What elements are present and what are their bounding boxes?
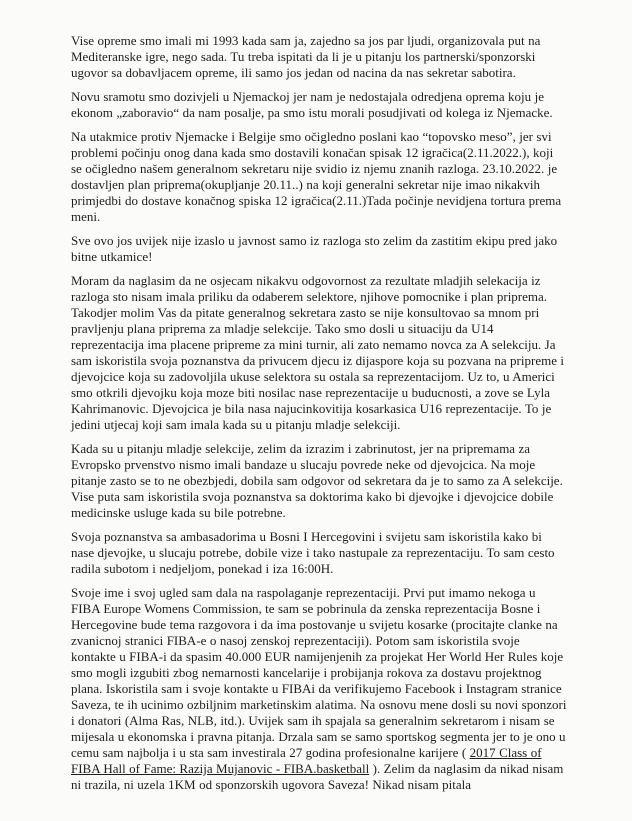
- paragraph-ambassadors-visas: Svoja poznanstva sa ambasadorima u Bosni I Hercegovini i svijetu sam iskoristila kako bi nase djevojke, u slucaju potrebe, dobile vize i tako nastupale za reprezentaciju. To sam cesto radila subotom i nedjeljom, ponekad i iza 16:00H.: [71, 529, 555, 576]
- paragraph-cannon-fodder: Na utakmice protiv Njemacke i Belgije smo očigledno poslani kao “topovsko meso”, jer svi problemi počinju onog dana kada smo dostavili konačan spisak 12 igračica(2.11.2022.), koji se očigledno našem generalnom sekretaru nije svidio iz njemu znanih razloga. 23.10.2022. je dostavljen plan priprema(okupljanje 20.11..) na koji generalni sekretar nije imao nikakvih primjedbi do dostave konačnog spiska 12 igračica(2.11.)Tada počinje nevidjena tortura prema meni.: [71, 129, 562, 224]
- document-body: [71, 33, 567, 793]
- paragraph-equipment-1993: Vise opreme smo imali mi 1993 kada sam ja, zajedno sa jos par ljudi, organizovala put na Mediteranske igre, nego sada. Tu treba ispitati da li je u pitanju los partnerski/sponzorski ugovor sa dobavljacem opreme, ili samo jos jedan od nacina da nas sekretar sabotira.: [71, 33, 541, 80]
- paragraph-closing-fiba: [71, 585, 567, 793]
- closing-text-after-link: ). Zelim da naglasim da nikad nisam ni trazila, ni uzela 1KM od sponzorskih ugovora Saveza! Nikad nisam pitala: [71, 761, 564, 792]
- closing-text-before-link: Svoje ime i svoj ugled sam dala na raspolaganje reprezentaciji. Prvi put imamo nekoga u FIBA Europe Womens Commission, te sam se pobrinula da zenska reprezentacija Bosne i Hercegovine bude tema razgovora i da ima postovanje u svijetu kosarke (procitajte clanke na zvanicnoj stranici FIBA-e o nasoj zenskoj reprezentaciji). Potom sam iskoristila svoje kontakte u FIBA-i da spasim 40.000 EUR namijenjenih za projekat Her World Her Rules koje smo mogli izgubiti zbog nemarnosti kancelarije i probijanja rokova za dostavu projektnog plana. Iskoristila sam i svoje kontakte u FIBAi da verifikujemo Facebook i Instagram stranice Saveza, te ih ucinimo ozbiljnim marketinskim alatima. Na osnovu mene dosli su novi sponzori i donatori (Alma Ras, NLB, itd.). Uvijek sam ih spajala sa generalnim sekretarom i nisam se mijesala u ekonomska i pravna pitanja. Drzala sam se samo sportskog segmenta jer to je ono u cemu sam najbolja i u sta sam investirala 27 godina profesionalne karijere (: [71, 585, 567, 760]
- paragraph-germany-shame: Novu sramotu smo dozivjeli u Njemackoj jer nam je nedostajala odredjena oprema koju je ekonom „zaboravio“ da nam posalje, pa smo istu morali posudjivati od kolega iz Njemacke.: [71, 89, 553, 120]
- fiba-hall-of-fame-link[interactable]: 2017 Class of FIBA Hall of Fame: Razija Mujanovic - FIBA.basketball: [71, 745, 542, 776]
- paragraph-medical-concern: Kada su u pitanju mladje selekcije, zelim da izrazim i zabrinutost, jer na pripremama za Evropsko prvenstvo nismo imali bandaze u slucaju povrede neke od djevojcica. Na moje pitanje zasto se to ne obezbjedi, dobila sam odgovor od sekretara da je to samo za A selekcije. Vise puta sam iskoristila svoja poznanstva sa doktorima kako bi djevojke i djevojcice dobile medicinske usluge kada su bile potrebne.: [71, 441, 563, 520]
- paragraph-youth-selections: Moram da naglasim da ne osjecam nikakvu odgovornost za rezultate mladjih selekacija iz razloga sto nisam imala priliku da odaberem selektore, njihove pomocnike i plan priprema. Takodjer molim Vas da pitate generalnog sekretara zasto se nije konsultovao sa mnom pri pravljenju plana priprema za mladje selekcije. Tako smo dosli u situaciju da U14 reprezentacija ima placene pripreme za mini turnir, ali zato nemamo novca za A selekciju. Ja sam iskoristila svoja poznanstva da privucem djecu iz dijaspore koja su pozvana na pripreme i djevojcice koja su zadovoljila ukuse selektora su ostala sa reprezentacijom. Uz to, u Americi smo otkrili djevojku koja moze biti nosilac nase reprezentacije u buducnosti, a zove se Lyla Kahrimanovic. Djevojcica je bila nasa najucinkovitija kosarkasica U16 reprezentacije. To je jedini utjecaj koji sam imala kada su u pitanju mladje selekciji.: [71, 273, 565, 432]
- paragraph-protect-team: Sve ovo jos uvijek nije izaslo u javnost samo iz razloga sto zelim da zastitim ekipu pred jako bitne utkamice!: [71, 233, 558, 264]
